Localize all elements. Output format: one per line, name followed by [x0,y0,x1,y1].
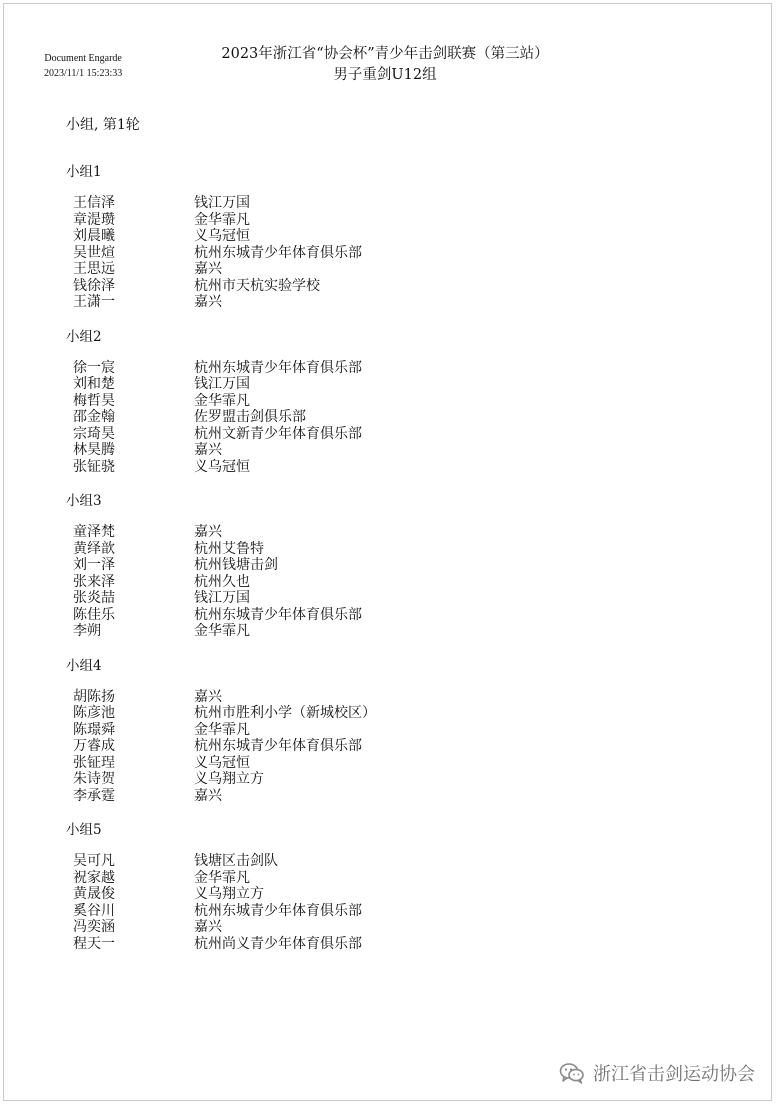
round-title: 小组, 第1轮 [66,117,140,133]
watermark-text: 浙江省击剑运动协会 [593,1064,755,1085]
fencer-name: 刘晨曦 [73,228,115,244]
fencer-name: 钱徐泽 [73,277,115,294]
fencer-club: 义乌冠恒 [194,754,250,771]
fencer-name: 祝家越 [73,869,115,886]
fencer-row [66,754,250,772]
fencer-name: 刘和楚 [73,376,115,392]
fencer-row [66,458,250,476]
fencer-row [66,376,250,393]
fencer-row [66,787,222,805]
fencer-club: 杭州东城青少年体育俱乐部 [194,244,362,261]
fencer-club: 嘉兴 [194,524,222,540]
fencer-club: 金华霏凡 [194,623,250,639]
fencer-name: 陈璟舜 [73,721,115,738]
fencer-name: 邵金翰 [73,409,115,425]
fencer-club: 金华霏凡 [194,392,250,409]
fencer-row [66,261,222,278]
fencer-name: 梅哲昊 [73,392,115,409]
fencer-row [66,294,222,311]
group-title: 小组5 [66,822,102,838]
fencer-club: 钱江万国 [194,590,250,606]
fencer-row [66,935,362,953]
fencer-name: 李承霆 [73,787,115,804]
group-title: 小组1 [66,164,102,180]
fencer-name: 张钲珵 [73,754,115,771]
fencer-club: 义乌冠恒 [194,228,250,244]
group-title: 小组2 [66,328,102,345]
fencer-row [66,688,222,706]
fencer-club: 嘉兴 [194,442,222,458]
fencer-name: 章湜瓒 [73,211,115,228]
fencer-row [66,359,362,377]
fencer-name: 李朔 [73,623,101,639]
fencer-row [66,869,250,887]
fencer-club: 杭州久也 [194,573,250,590]
fencer-name: 程天一 [73,935,115,952]
fencer-name: 张来泽 [73,573,115,590]
fencer-club: 杭州文新青少年体育俱乐部 [194,425,362,442]
fencer-name: 吴可凡 [73,853,115,869]
fencer-row [66,705,376,722]
fencer-name: 吴世煊 [73,244,115,261]
fencer-name: 刘一泽 [73,557,115,573]
fencer-club: 嘉兴 [194,787,222,804]
software-label: Document Engarde [44,53,122,64]
fencer-row [66,902,362,920]
page-subtitle: 男子重剑U12组 [333,67,437,83]
fencer-name: 陈佳乐 [73,606,115,623]
fencer-name: 张钲骁 [73,458,115,475]
fencer-row [66,277,320,295]
fencer-row [66,524,222,541]
fencer-name: 黄晟俊 [73,886,115,902]
fencer-row [66,853,278,870]
fencer-name: 朱诗贺 [73,771,115,787]
fencer-club: 钱江万国 [194,376,250,392]
fencer-club: 杭州东城青少年体育俱乐部 [194,738,362,754]
fencer-name: 黄绎歆 [73,540,115,557]
fencer-row [66,540,264,558]
fencer-club: 杭州东城青少年体育俱乐部 [194,359,362,376]
fencer-club: 钱塘区击剑队 [194,853,278,869]
document-title-block [160,44,610,86]
fencer-name: 徐一宸 [73,359,115,376]
timestamp: 2023/11/1 15:23:33 [44,68,123,79]
group-title: 小组3 [66,493,102,509]
fencer-row [66,244,362,262]
groups-list [66,163,376,969]
fencer-name: 张炎喆 [73,590,115,606]
pool-group [66,163,362,311]
fencer-club: 义乌翔立方 [194,886,264,902]
pool-group [66,657,376,805]
fencer-name: 陈彦池 [73,705,115,721]
fencer-row [66,721,250,739]
fencer-club: 金华霏凡 [194,211,250,228]
fencer-name: 宗琦昊 [73,425,115,442]
fencer-name: 万睿成 [73,738,115,754]
fencer-club: 杭州市胜利小学（新城校区） [194,705,376,721]
fencer-row [66,738,362,755]
pool-group [66,328,362,476]
document-meta [44,51,122,81]
fencer-row [66,623,250,640]
page-border [3,3,772,1101]
fencer-club: 杭州钱塘击剑 [194,557,278,573]
pool-group [66,821,362,952]
fencer-name: 王信泽 [73,195,115,211]
fencer-row [66,606,362,624]
fencer-name: 胡陈扬 [73,688,115,705]
fencer-row [66,211,250,229]
fencer-club: 杭州艾鲁特 [194,540,264,557]
fencer-row [66,886,264,903]
fencer-club: 佐罗盟击剑俱乐部 [194,409,306,425]
fencer-row [66,409,306,426]
fencer-row [66,919,222,936]
fencer-club: 金华霏凡 [194,721,250,738]
group-title: 小组4 [66,657,102,674]
fencer-club: 嘉兴 [194,261,222,277]
watermark [559,1060,755,1086]
fencer-row [66,392,250,410]
fencer-name: 王潇一 [73,294,115,310]
fencer-row [66,771,264,788]
fencer-row [66,425,362,443]
fencer-row [66,442,222,459]
fencer-club: 嘉兴 [194,688,222,705]
fencer-name: 王思远 [73,261,115,277]
fencer-club: 杭州市天杭实验学校 [194,277,320,294]
wechat-icon [559,1062,585,1084]
fencer-club: 杭州尚义青少年体育俱乐部 [194,935,362,952]
fencer-club: 杭州东城青少年体育俱乐部 [194,606,362,623]
fencer-row [66,557,278,574]
fencer-name: 林昊腾 [73,442,115,458]
fencer-club: 金华霏凡 [194,869,250,886]
fencer-row [66,195,250,212]
fencer-row [66,573,250,591]
fencer-row [66,228,250,245]
fencer-club: 嘉兴 [194,294,222,310]
fencer-name: 童泽梵 [73,524,115,540]
fencer-club: 杭州东城青少年体育俱乐部 [194,902,362,919]
pool-group [66,492,362,640]
fencer-club: 嘉兴 [194,919,222,935]
fencer-row [66,590,250,607]
page-title: 2023年浙江省“协会杯”青少年击剑联赛（第三站） [221,46,549,62]
fencer-club: 义乌翔立方 [194,771,264,787]
fencer-club: 钱江万国 [194,195,250,211]
fencer-club: 义乌冠恒 [194,458,250,475]
fencer-name: 冯奕涵 [73,919,115,935]
fencer-name: 奚谷川 [73,902,115,919]
